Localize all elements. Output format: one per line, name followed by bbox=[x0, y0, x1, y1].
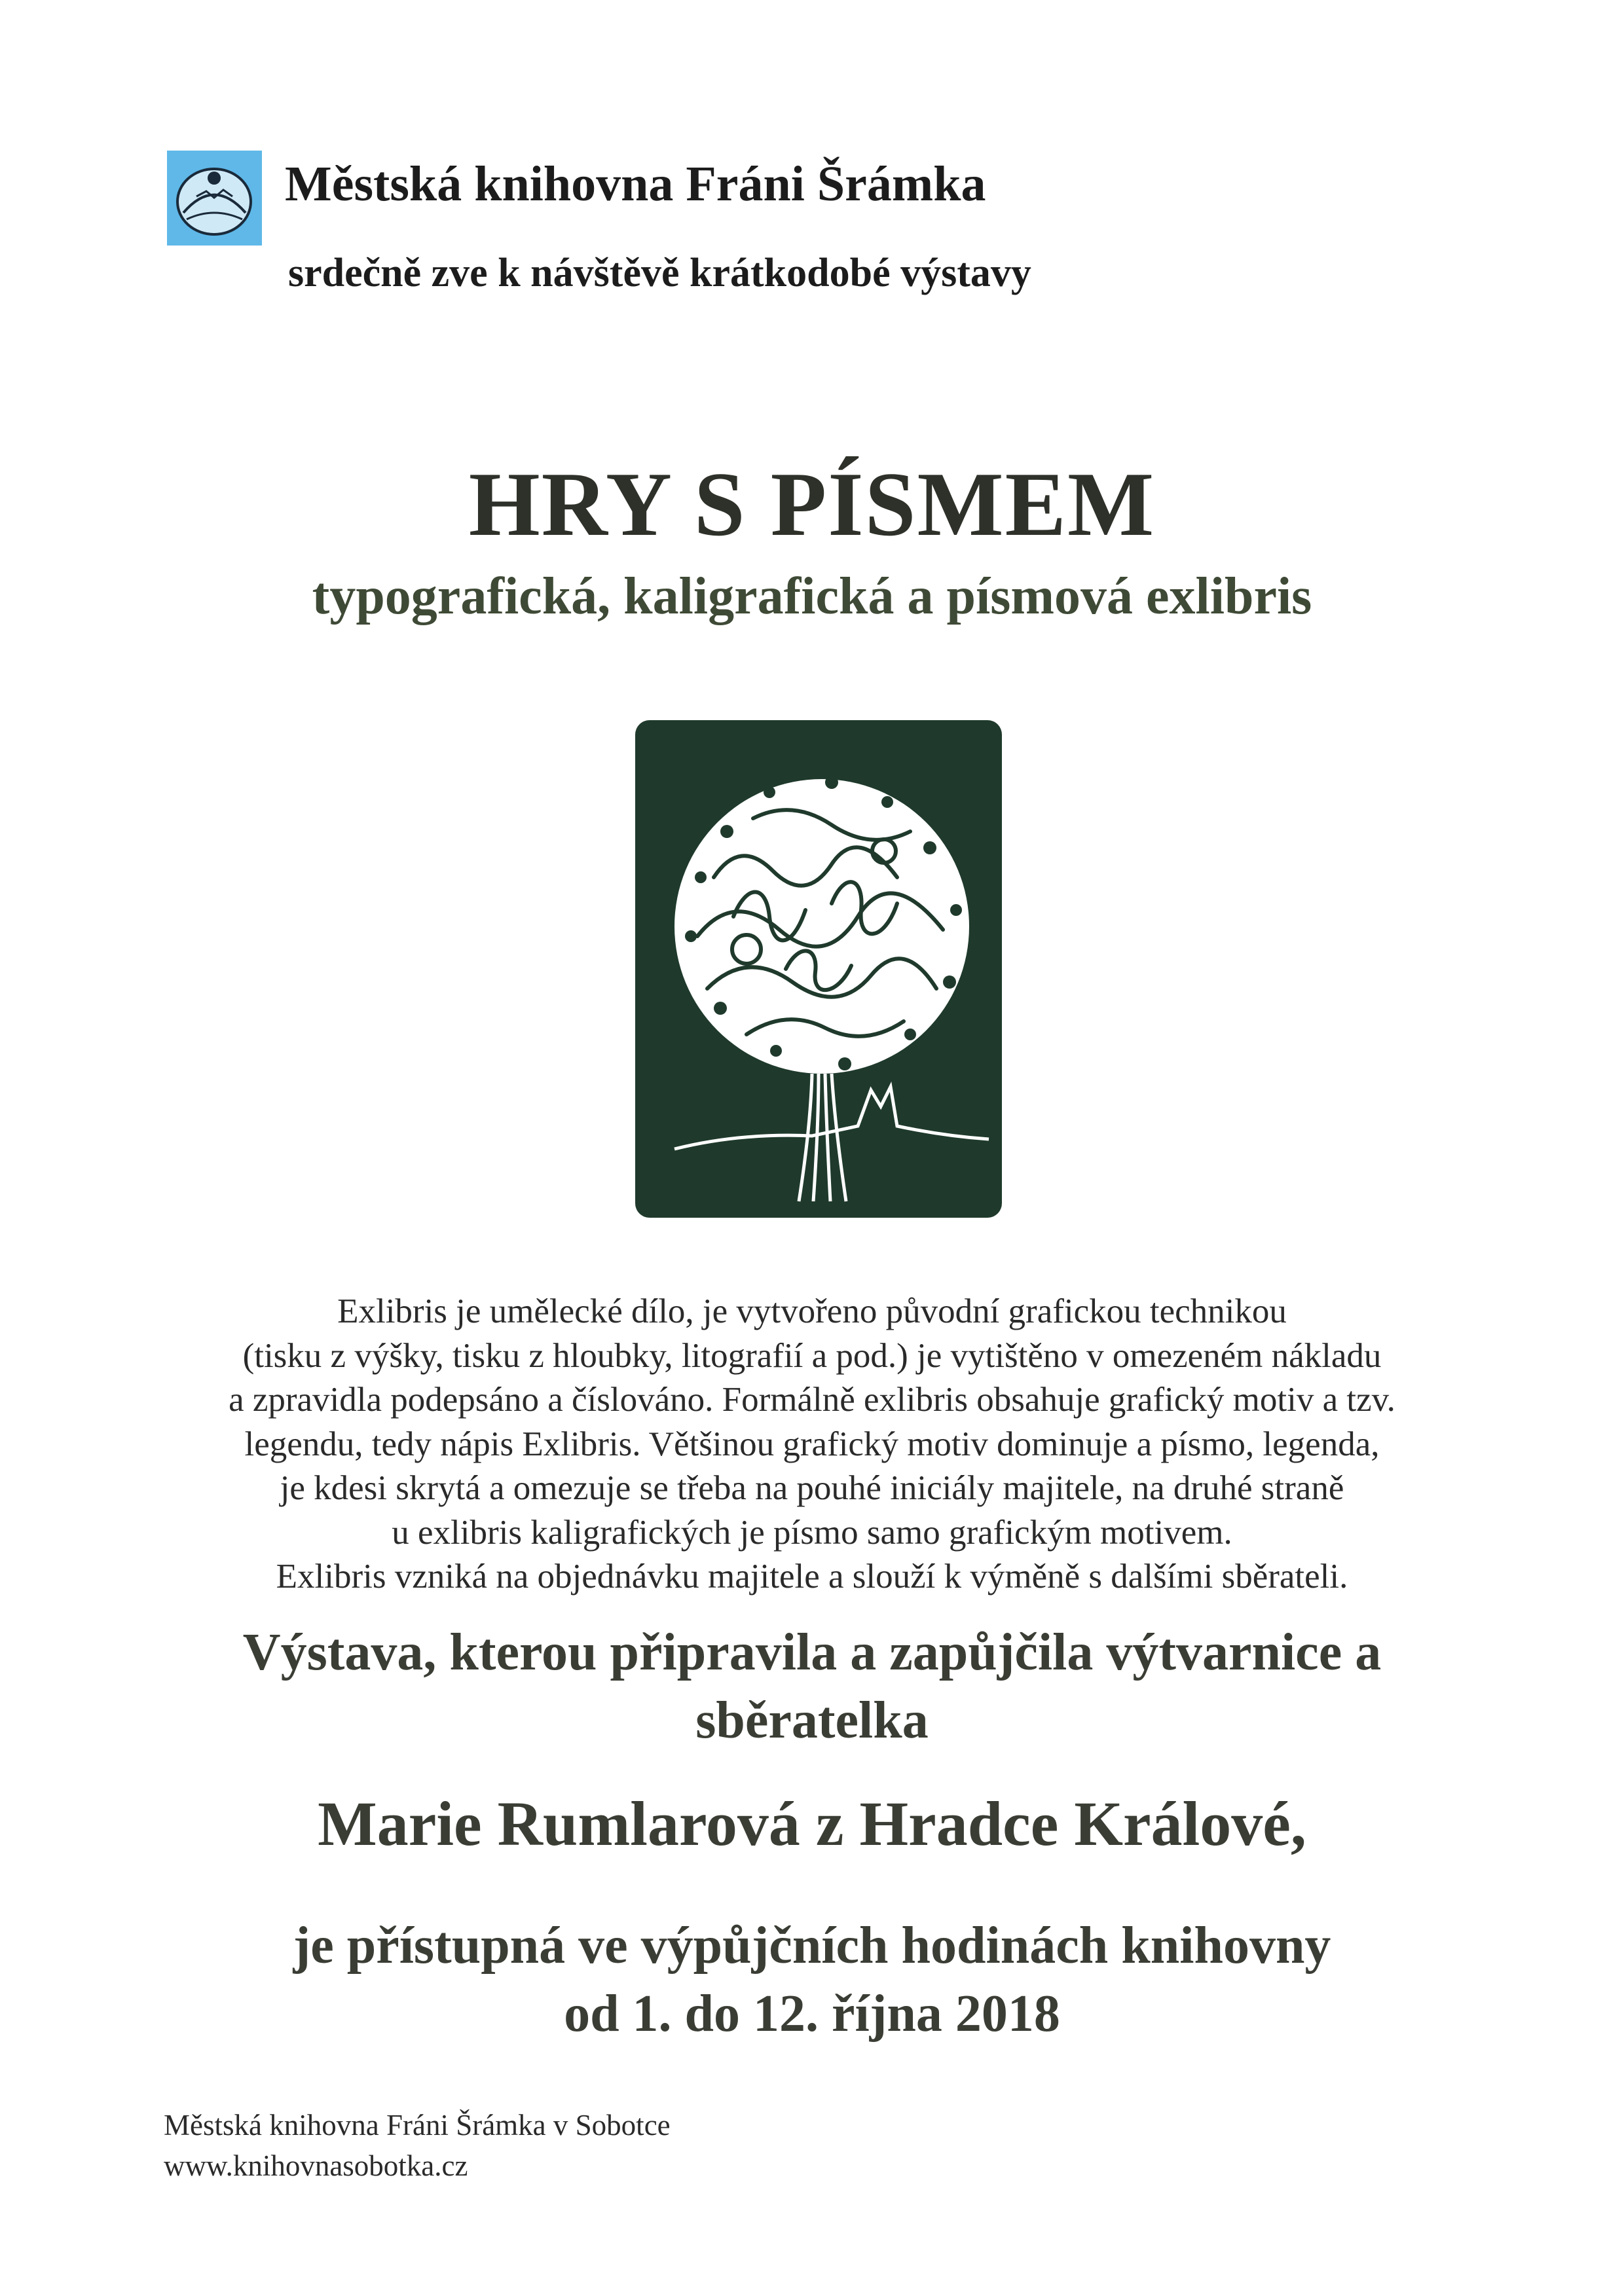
footer bbox=[164, 2105, 671, 2186]
organizer-text bbox=[79, 1618, 1545, 1755]
footer-library-name: Městská knihovna Fráni Šrámka v Sobotce bbox=[164, 2109, 671, 2141]
artist-name: Marie Rumlarová z Hradce Králové, bbox=[318, 1789, 1306, 1859]
description-line: je kdesi skrytá a omezuje se třeba na pouhé iniciály majitele, na druhé straně bbox=[280, 1469, 1344, 1507]
exlibris-tree-icon bbox=[635, 720, 1002, 1218]
description-line: legendu, tedy nápis Exlibris. Většinou grafický motiv dominuje a písmo, legenda, bbox=[244, 1425, 1380, 1463]
footer-website: www.knihovnasobotka.cz bbox=[164, 2149, 468, 2182]
library-logo-icon bbox=[167, 151, 262, 246]
library-name: Městská knihovna Fráni Šrámka bbox=[285, 156, 986, 211]
description-line: u exlibris kaligrafických je písmo samo grafickým motivem. bbox=[392, 1513, 1232, 1552]
availability-line-1: je přístupná ve výpůjčních hodinách knihovny bbox=[293, 1917, 1331, 1975]
description-line: a zpravidla podepsáno a číslováno. Formálně exlibris obsahuje grafický motiv a tzv. bbox=[229, 1381, 1395, 1419]
availability-text bbox=[0, 1912, 1624, 2048]
exhibition-subtitle: typografická, kaligrafická a písmová exlibris bbox=[312, 568, 1312, 625]
organizer-line-2: sběratelka bbox=[695, 1692, 929, 1749]
exhibition-dates: od 1. do 12. října 2018 bbox=[564, 1985, 1060, 2043]
description-line: (tisku z výšky, tisku z hloubky, litografií a pod.) je vytištěno v omezeném nákladu bbox=[242, 1336, 1382, 1375]
invitation-text: srdečně zve k návštěvě krátkodobé výstavy bbox=[288, 251, 1031, 295]
exhibition-title: HRY S PÍSMEM bbox=[468, 454, 1156, 555]
description-line: Exlibris vzniká na objednávku majitele a slouží k výměně s dalšími sběrateli. bbox=[276, 1558, 1348, 1595]
organizer-line-1: Výstava, kterou připravila a zapůjčila výtvarnice a bbox=[242, 1624, 1382, 1681]
description-line: Exlibris je umělecké dílo, je vytvořeno původní grafickou technikou bbox=[337, 1292, 1287, 1330]
exlibris-description bbox=[118, 1290, 1506, 1599]
